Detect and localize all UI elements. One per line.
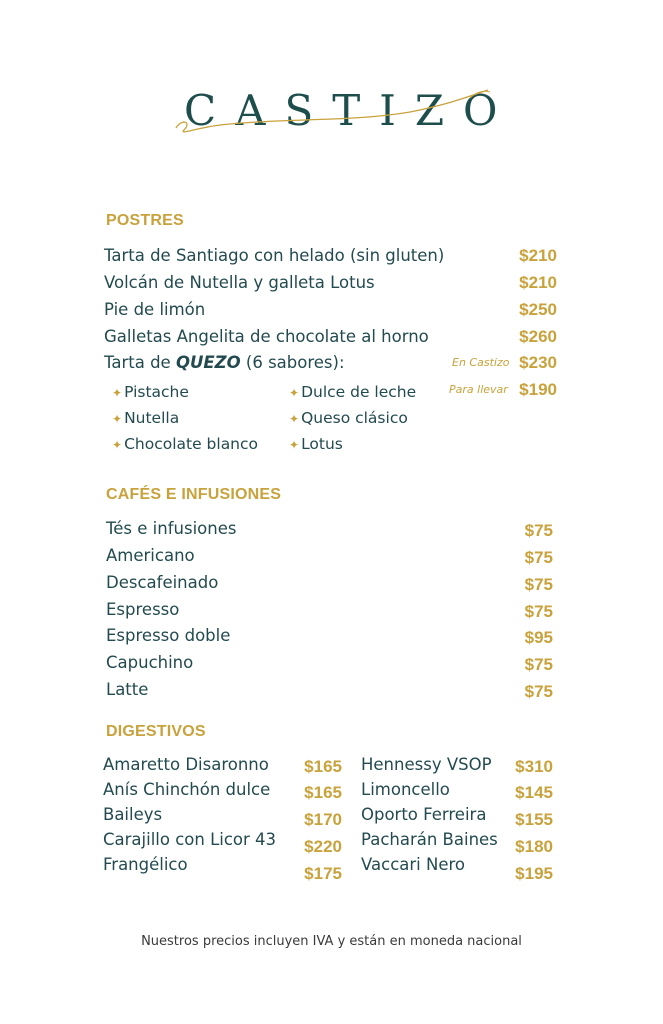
menu-item-name: Hennessy VSOP xyxy=(361,755,492,774)
menu-item-price: $75 xyxy=(524,548,553,567)
quezo-item-name xyxy=(104,351,345,375)
price-note-togo: Para llevar xyxy=(449,383,508,396)
menu-item-price: $155 xyxy=(515,810,553,829)
menu-item-name: Espresso xyxy=(106,600,180,619)
flavor-item xyxy=(112,381,189,403)
menu-item-price: $75 xyxy=(524,682,553,701)
sparkle-icon: ✦ xyxy=(289,412,300,426)
footer-note: Nuestros precios incluyen IVA y están en moneda nacional xyxy=(141,934,522,949)
menu-item-name: Pacharán Baines xyxy=(361,830,498,849)
menu-item-price: $75 xyxy=(524,575,553,594)
menu-item-name: Vaccari Nero xyxy=(361,855,465,874)
menu-item-price: $145 xyxy=(515,783,553,802)
flavor-label: Chocolate blanco xyxy=(124,435,259,453)
price-note-here: En Castizo xyxy=(452,356,510,369)
flavor-item xyxy=(289,407,408,429)
flavor-item xyxy=(289,381,416,403)
quezo-price-togo: $190 xyxy=(519,380,557,399)
quezo-price-here: $230 xyxy=(519,353,557,372)
flavor-label: Queso clásico xyxy=(301,409,408,427)
menu-item-name: Capuchino xyxy=(106,653,194,672)
section-title-postres: POSTRES xyxy=(106,212,184,229)
menu-item-price: $195 xyxy=(515,864,553,883)
flavor-label: Lotus xyxy=(301,435,343,453)
section-title-cafes: CAFÉS E INFUSIONES xyxy=(106,486,282,503)
sparkle-icon: ✦ xyxy=(289,438,300,452)
sparkle-icon: ✦ xyxy=(112,386,123,400)
menu-item-price: $75 xyxy=(524,602,553,621)
flavor-item xyxy=(289,433,343,455)
flavor-item xyxy=(112,407,179,429)
flavor-label: Dulce de leche xyxy=(301,383,417,401)
menu-item-price: $180 xyxy=(515,837,553,856)
menu-item-price: $75 xyxy=(524,521,553,540)
menu-item-name: Tés e infusiones xyxy=(106,519,237,538)
menu-item-price: $220 xyxy=(304,837,342,856)
flavor-label: Pistache xyxy=(124,383,189,401)
menu-item-name: Americano xyxy=(106,546,195,565)
menu-item-price: $210 xyxy=(519,273,557,292)
menu-item-name: Amaretto Disaronno xyxy=(103,755,269,774)
menu-item-name: Frangélico xyxy=(103,855,188,874)
menu-item-name: Oporto Ferreira xyxy=(361,805,487,824)
sparkle-icon: ✦ xyxy=(112,438,123,452)
menu-item-price: $165 xyxy=(304,783,342,802)
logo-text: CASTIZO xyxy=(184,86,517,135)
menu-item-price: $165 xyxy=(304,757,342,776)
menu-item-name: Volcán de Nutella y galleta Lotus xyxy=(104,273,375,292)
menu-item-price: $260 xyxy=(519,327,557,346)
menu-item-name: Anís Chinchón dulce xyxy=(103,780,271,799)
menu-item-name: Baileys xyxy=(103,805,163,824)
menu-item-name: Latte xyxy=(106,680,149,699)
menu-item-price: $210 xyxy=(519,246,557,265)
quezo-prefix: Tarta de xyxy=(104,353,176,372)
quezo-brand: QUEZO xyxy=(175,353,241,372)
menu-item-name: Carajillo con Licor 43 xyxy=(103,830,277,849)
menu-item-name: Galletas Angelita de chocolate al horno xyxy=(104,327,429,346)
menu-item-price: $250 xyxy=(519,300,557,319)
sparkle-icon: ✦ xyxy=(289,386,300,400)
menu-item-price: $95 xyxy=(524,628,553,647)
flavor-label: Nutella xyxy=(124,409,180,427)
menu-item-price: $75 xyxy=(524,655,553,674)
quezo-suffix: (6 sabores): xyxy=(240,353,345,372)
menu-item-price: $310 xyxy=(515,757,553,776)
flavor-item xyxy=(112,433,258,455)
menu-item-price: $170 xyxy=(304,810,342,829)
sparkle-icon: ✦ xyxy=(112,412,123,426)
menu-item-name: Espresso doble xyxy=(106,626,231,645)
section-title-digestivos: DIGESTIVOS xyxy=(106,723,206,740)
menu-item-name: Tarta de Santiago con helado (sin gluten) xyxy=(104,246,445,265)
menu-item-name: Limoncello xyxy=(361,780,450,799)
logo-flourish-icon xyxy=(170,78,500,148)
castizo-logo xyxy=(170,78,517,148)
menu-item-name: Pie de limón xyxy=(104,300,206,319)
menu-item-name: Descafeinado xyxy=(106,573,219,592)
menu-item-price: $175 xyxy=(304,864,342,883)
